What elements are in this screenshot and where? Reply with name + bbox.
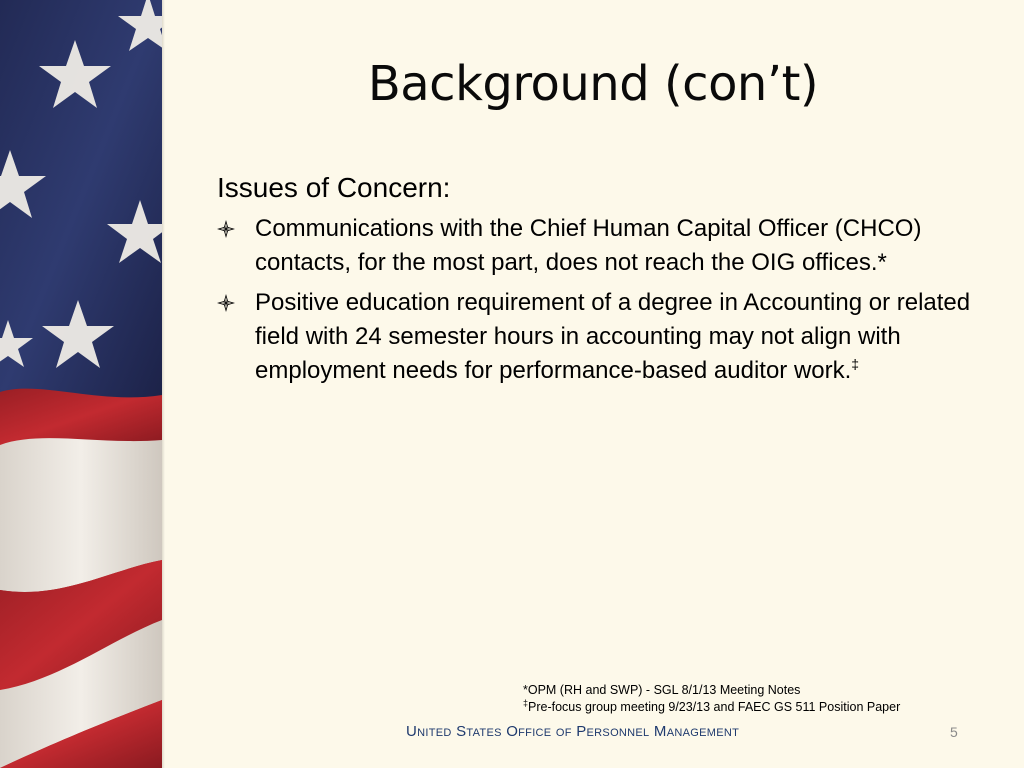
slide-content [217, 170, 987, 394]
footnotes [523, 682, 900, 716]
flag-image [0, 0, 162, 768]
page-number: 5 [950, 724, 958, 740]
footnote-text: Pre-focus group meeting 9/23/13 and FAEC GS 511 Position Paper [528, 700, 901, 714]
diamond-bullet-icon [217, 294, 235, 312]
footer-organization: United States Office of Personnel Management [406, 723, 740, 740]
footnote-mark: ‡ [851, 356, 860, 372]
footnote-symbol: ‡ [523, 697, 529, 708]
slide-title: Background (con’t) [367, 56, 819, 112]
section-heading: Issues of Concern: [217, 172, 451, 203]
bullet-item [217, 212, 987, 280]
panel-divider [162, 0, 165, 768]
bullet-item [217, 286, 987, 388]
footnote-item [523, 682, 900, 699]
bullet-text: Positive education requirement of a degree in Accounting or related field with 24 semester hours in accounting may not align with employment needs for performance-based auditor work. [255, 289, 971, 384]
footnote-item [523, 699, 900, 716]
bullet-text: Communications with the Chief Human Capital Officer (CHCO) contacts, for the most part, does not reach the OIG offices.* [255, 215, 922, 276]
footnote-text: *OPM (RH and SWP) - SGL 8/1/13 Meeting Notes [523, 683, 801, 697]
diamond-bullet-icon [217, 220, 235, 238]
